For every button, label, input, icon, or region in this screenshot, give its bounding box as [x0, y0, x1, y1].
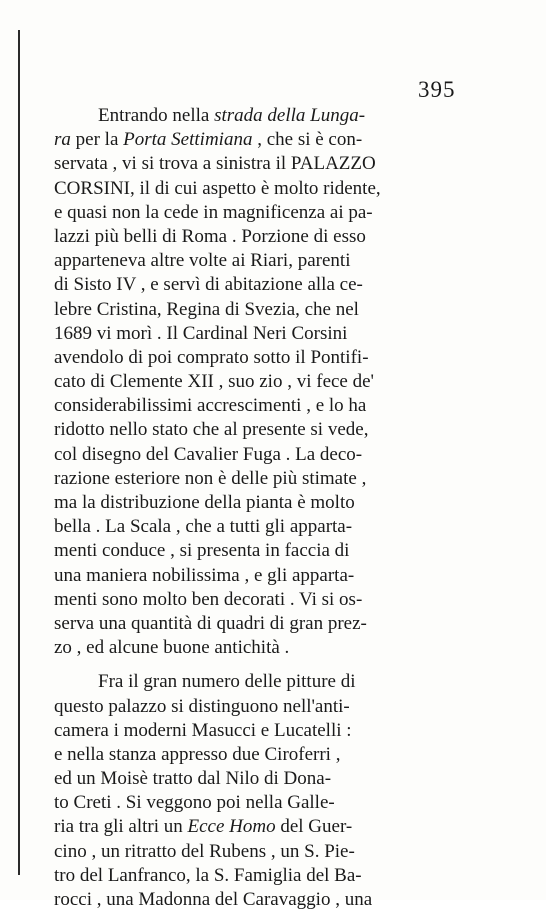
text-line	[54, 467, 439, 491]
text-line	[54, 104, 439, 128]
text-run: col disegno del Cavalier Fuga . La deco-	[54, 443, 363, 465]
text-line	[54, 177, 439, 201]
paragraph	[54, 104, 439, 660]
text-line	[54, 612, 439, 636]
italic-text: Porta Settimiana	[123, 129, 253, 151]
text-run: zo , ed alcune buone antichità .	[54, 637, 290, 659]
text-line	[54, 273, 439, 297]
text-line	[54, 249, 439, 273]
text-run: serva una quantità di quadri di gran prez-	[54, 612, 367, 634]
text-run: camera i moderni Masucci e Lucatelli :	[54, 719, 352, 741]
text-line	[54, 670, 439, 694]
text-run: ria tra gli altri un	[54, 816, 188, 838]
text-line	[54, 515, 439, 539]
text-run: servata , vi si trova a sinistra il PALAZZO	[54, 153, 376, 175]
text-run: CORSINI, il di cui aspetto è molto ridente,	[54, 177, 381, 199]
page-number: 395	[418, 77, 456, 102]
text-line	[54, 225, 439, 249]
text-line	[54, 152, 439, 176]
text-line	[54, 767, 439, 791]
text-run: per la	[70, 129, 124, 151]
text-line	[54, 443, 439, 467]
text-run: avendolo di poi comprato sotto il Pontifi-	[54, 346, 369, 368]
text-line	[54, 815, 439, 839]
text-line	[54, 298, 439, 322]
text-run: cato di Clemente XII , suo zio , vi fece de'	[54, 371, 374, 393]
text-run: Entrando nella	[98, 105, 215, 126]
text-run: ma la distribuzione della pianta è molto	[54, 492, 355, 513]
binding-edge-line	[18, 30, 20, 875]
text-run: 1689 vi morì . Il Cardinal Neri Corsini	[54, 322, 348, 344]
text-run: tro del Lanfranco, la S. Famiglia del Ba-	[54, 864, 362, 886]
text-line	[54, 346, 439, 370]
text-run: ridotto nello stato che al presente si vede,	[54, 419, 369, 441]
text-line	[54, 322, 439, 346]
text-run: cino , un ritratto del Rubens , un S. Pie-	[54, 840, 355, 862]
text-line	[54, 418, 439, 442]
text-run: , che si è con-	[252, 129, 363, 151]
text-run: menti sono molto ben decorati . Vi si os-	[54, 588, 363, 610]
text-run: bella . La Scala , che a tutti gli apparta-	[54, 516, 353, 538]
text-line	[54, 539, 439, 563]
text-run: questo palazzo si distinguono nell'anti-	[54, 695, 350, 717]
text-line	[54, 888, 439, 912]
text-line	[54, 743, 439, 767]
text-line	[54, 695, 439, 719]
text-run: lazzi più belli di Roma . Porzione di esso	[54, 225, 366, 247]
text-run: razione esteriore non è delle più stimate ,	[54, 467, 367, 489]
text-run: apparteneva altre volte ai Riari, parenti	[54, 250, 351, 272]
text-run: di Sisto IV , e servì di abitazione alla ce-	[54, 274, 363, 296]
italic-text: strada della Lunga-	[214, 105, 366, 126]
paragraph	[54, 670, 439, 912]
text-run: considerabilissimi accrescimenti , e lo ha	[54, 395, 367, 417]
text-run: rocci , una Madonna del Caravaggio , una	[54, 889, 373, 910]
text-run: Fra il gran numero delle pitture di	[98, 671, 356, 693]
paragraph-gap	[54, 660, 439, 670]
text-line	[54, 791, 439, 815]
text-line	[54, 719, 439, 743]
text-line	[54, 588, 439, 612]
text-run: ed un Moisè tratto dal Nilo di Dona-	[54, 768, 332, 790]
text-run: menti conduce , si presenta in faccia di	[54, 540, 350, 562]
italic-text: ra	[54, 129, 71, 151]
text-line	[54, 128, 439, 152]
text-line	[54, 491, 439, 515]
text-run: lebre Cristina, Regina di Svezia, che nel	[54, 298, 359, 320]
text-run: to Creti . Si veggono poi nella Galle-	[54, 792, 335, 814]
text-line	[54, 564, 439, 588]
text-run: una maniera nobilissima , e gli apparta-	[54, 564, 355, 586]
text-line	[54, 636, 439, 660]
text-line	[54, 201, 439, 225]
text-line	[54, 370, 439, 394]
text-line	[54, 840, 439, 864]
body-text	[54, 104, 439, 912]
text-line	[54, 864, 439, 888]
text-line	[54, 394, 439, 418]
text-run: e nella stanza appresso due Ciroferri ,	[54, 743, 341, 765]
italic-text: Ecce Homo	[187, 816, 276, 838]
text-run: del Guer-	[275, 816, 353, 838]
text-run: e quasi non la cede in magnificenza ai pa-	[54, 201, 373, 223]
